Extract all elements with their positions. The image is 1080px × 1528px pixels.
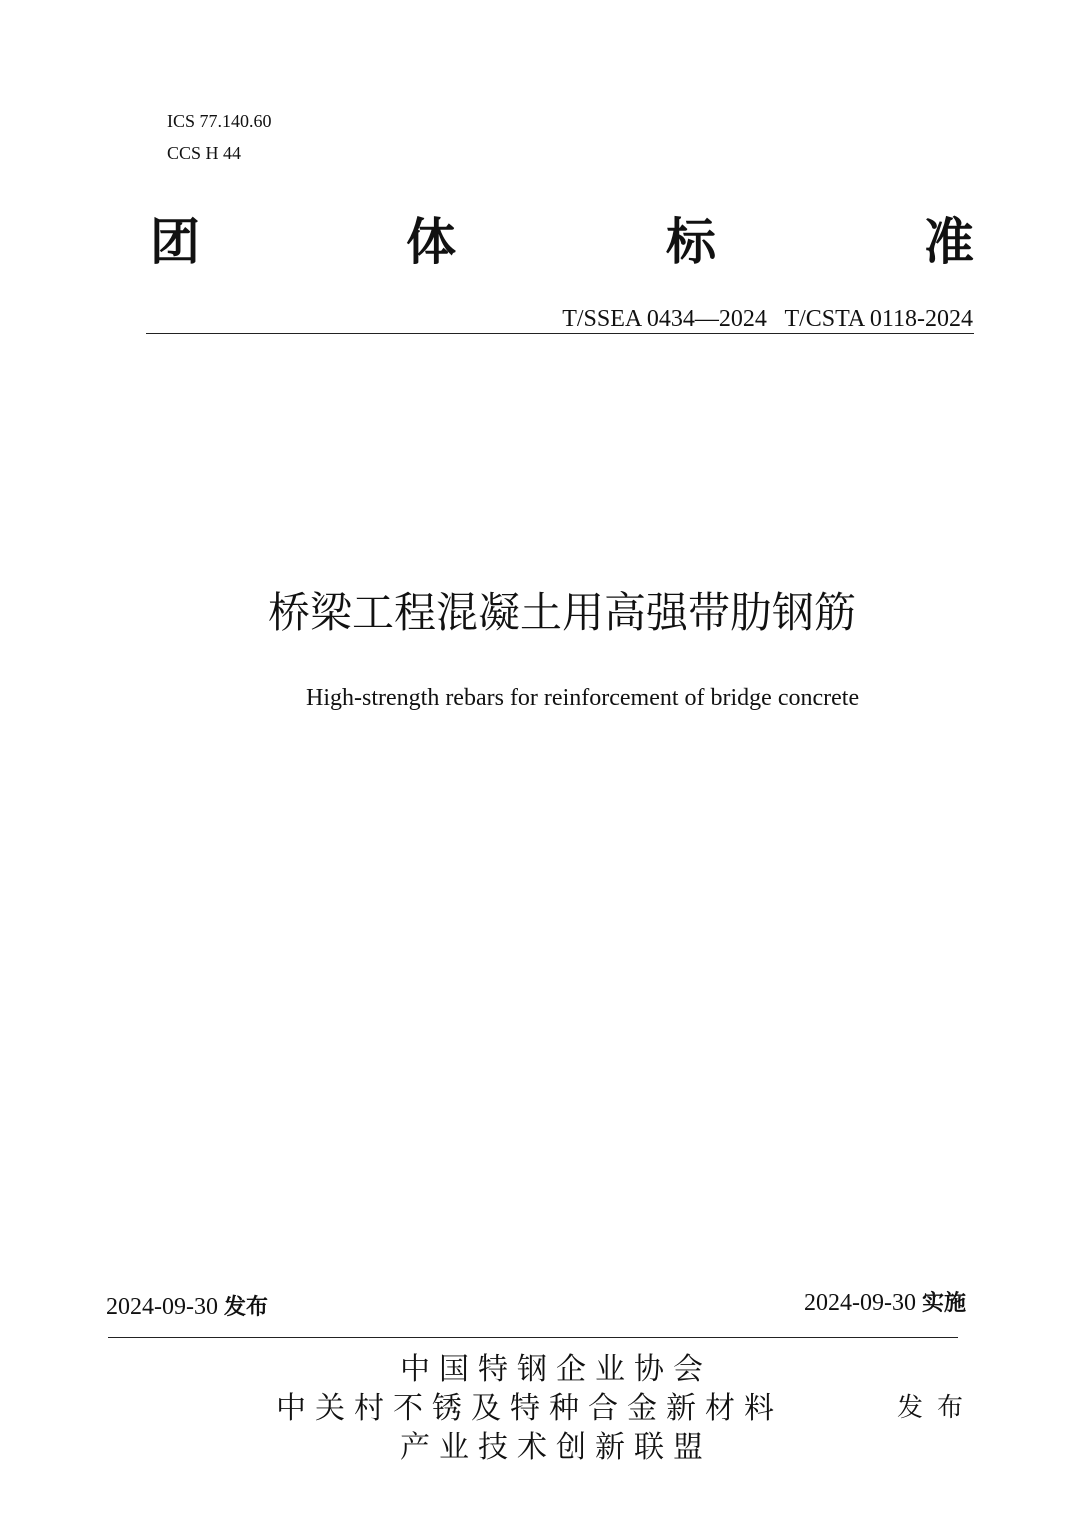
effective-date-value: 2024-09-30	[804, 1290, 916, 1316]
issuer-line-1: 中国特钢企业协会	[400, 1352, 712, 1387]
publish-date	[106, 1292, 268, 1323]
effective-date-label: 实施	[921, 1291, 966, 1316]
publish-date-value: 2024-09-30	[106, 1294, 218, 1320]
standard-type-char: 准	[924, 213, 974, 271]
publish-date-label: 发布	[223, 1295, 268, 1320]
ccs-code: CCS H 44	[167, 143, 242, 163]
document-title-chinese: 桥梁工程混凝土用高强带肋钢筋	[268, 588, 857, 637]
ics-code: ICS 77.140.60	[167, 111, 272, 131]
issued-label: 发布	[897, 1393, 978, 1423]
standard-type-heading	[146, 212, 992, 272]
effective-date	[804, 1288, 966, 1319]
standard-type-char: 标	[666, 213, 716, 271]
document-title-english: High-strength rebars for reinforcement of bridge concrete	[306, 685, 860, 711]
standard-numbers: T/SSEA 0434—2024 T/CSTA 0118-2024	[562, 306, 973, 332]
top-divider	[146, 333, 974, 334]
issuer-line-3: 产业技术创新联盟	[400, 1430, 712, 1465]
standard-type-char: 团	[150, 213, 200, 271]
issuer-line-2: 中关村不锈及特种合金新材料	[276, 1391, 783, 1426]
bottom-divider	[108, 1337, 958, 1338]
standard-type-char: 体	[406, 213, 456, 271]
